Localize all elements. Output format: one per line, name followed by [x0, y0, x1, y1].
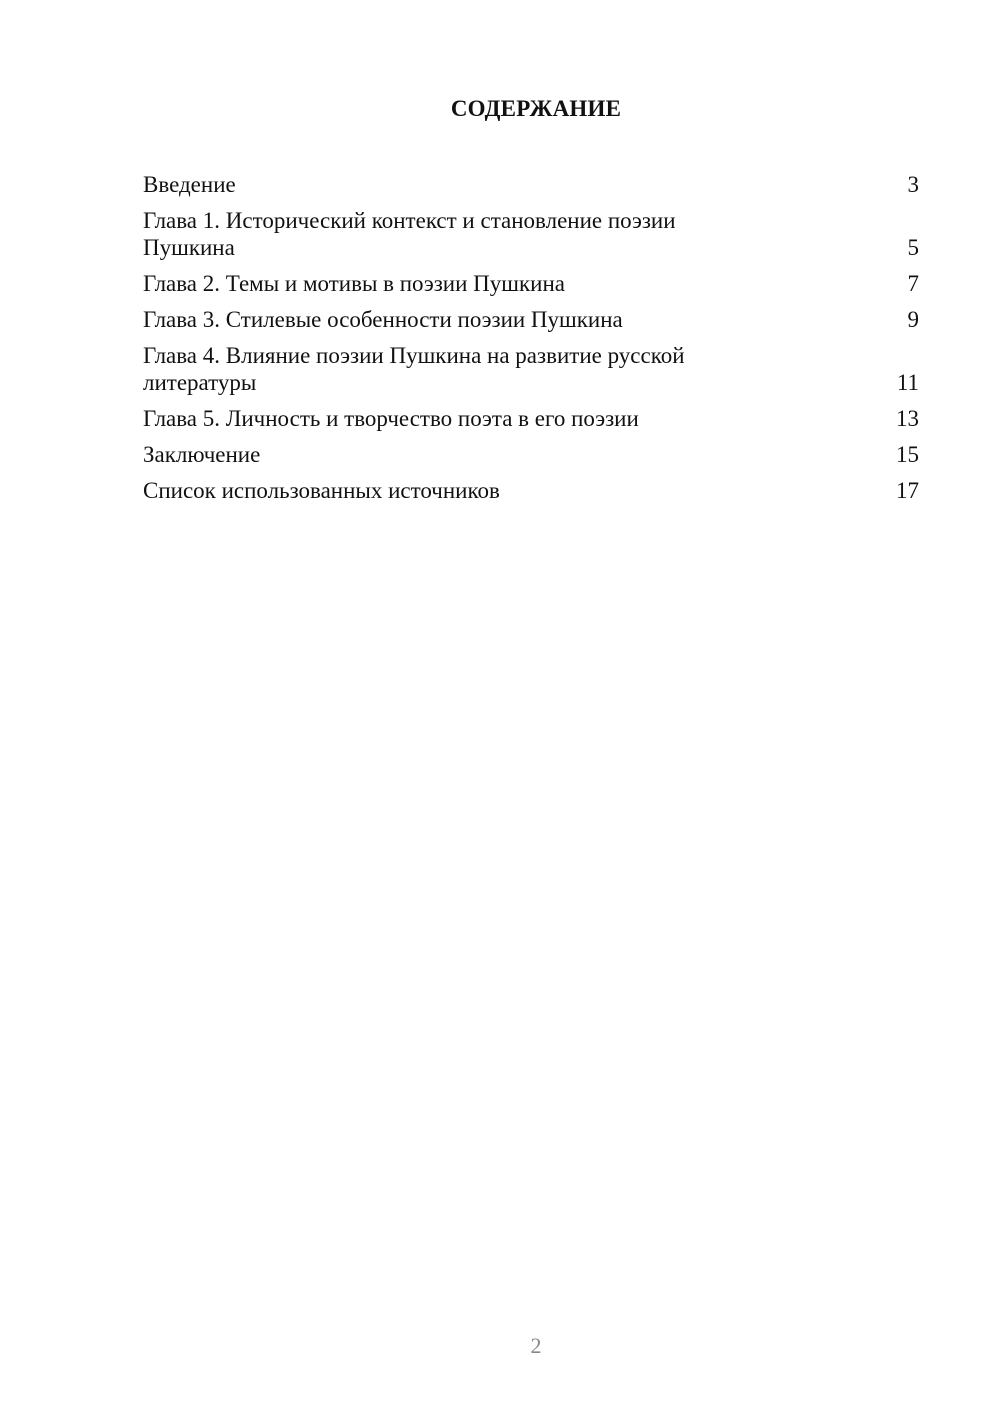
toc-entry-title: Заключение [143, 442, 261, 467]
toc-entry-page: 17 [896, 478, 919, 503]
toc-entry [143, 171, 919, 198]
page-title: СОДЕРЖАНИЕ [450, 96, 622, 121]
toc-entry-title: Глава 3. Стилевые особенности поэзии Пушкина [143, 307, 623, 332]
toc-entry-title: Глава 2. Темы и мотивы в поэзии Пушкина [143, 271, 565, 296]
toc-entry-page: 11 [896, 370, 919, 395]
toc-entry-page: 7 [907, 271, 919, 296]
toc-entry [143, 207, 919, 261]
toc-entry-title: Глава 1. Исторический контекст и становление поэзии Пушкина [143, 208, 676, 260]
toc-entry [143, 441, 919, 468]
table-of-contents [143, 171, 919, 513]
toc-entry [143, 270, 919, 297]
toc-entry-page: 5 [907, 235, 919, 260]
toc-entry [143, 306, 919, 333]
toc-entry-page: 9 [907, 307, 919, 332]
toc-entry-page: 3 [907, 172, 919, 197]
toc-entry-title: Глава 4. Влияние поэзии Пушкина на развитие русской литературы [143, 343, 685, 395]
toc-entry [143, 342, 919, 396]
toc-entry-page: 15 [896, 442, 919, 467]
page-number: 2 [530, 1333, 542, 1358]
toc-entry [143, 477, 919, 504]
toc-entry-title: Список использованных источников [143, 478, 500, 503]
toc-entry [143, 405, 919, 432]
toc-entry-title: Введение [143, 172, 236, 197]
toc-entry-page: 13 [896, 406, 919, 431]
toc-entry-title: Глава 5. Личность и творчество поэта в его поэзии [143, 406, 639, 431]
